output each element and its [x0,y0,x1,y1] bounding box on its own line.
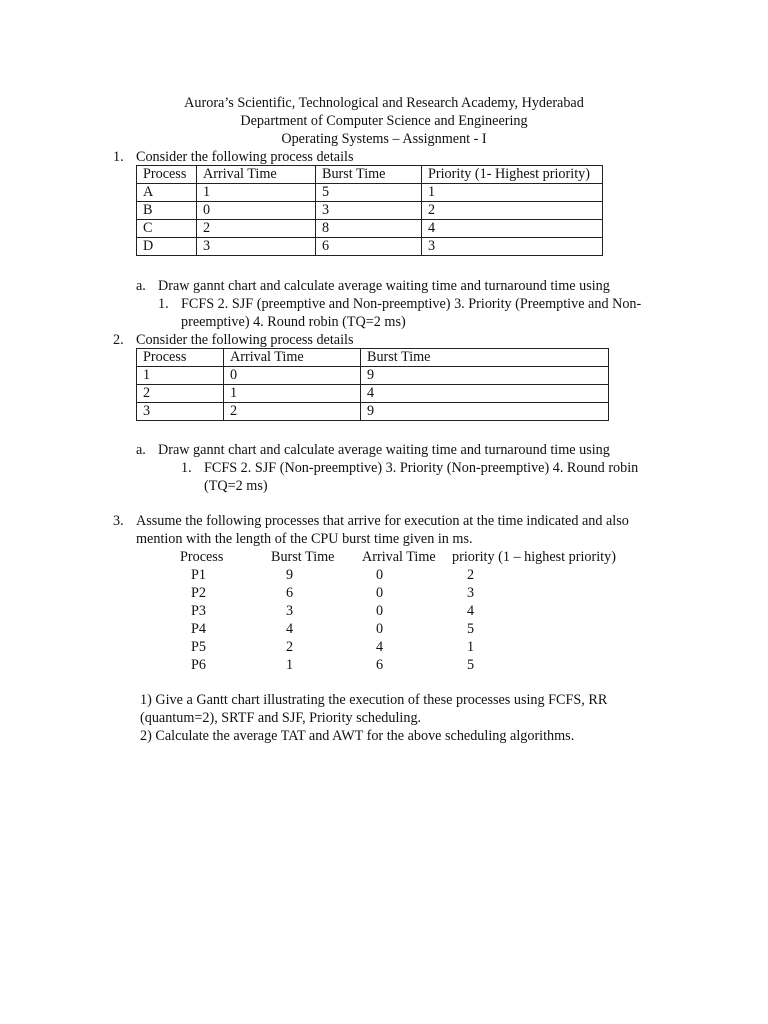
table-cell: 3 [137,403,224,421]
table-cell: A [137,184,197,202]
table-cell: 6 [286,585,294,601]
table-cell: 2 [224,403,361,421]
q1-sub-label: a. [136,278,146,294]
table-cell: C [137,220,197,238]
table-header-cell: Priority (1- Highest priority) [422,166,603,184]
q2-sub-label: a. [136,442,146,458]
table-cell: 3 [286,603,294,619]
table-cell: 9 [286,567,294,583]
table-cell: 1 [137,367,224,385]
table-header-cell: Burst Time [271,549,335,565]
q3-task2: 2) Calculate the average TAT and AWT for the above scheduling algorithms. [140,728,575,744]
q2-item-number: 1. [181,460,192,476]
table-cell: P3 [191,603,206,619]
q1-item-number: 1. [158,296,169,312]
table-cell: 0 [376,585,384,601]
table-cell: P1 [191,567,206,583]
q3-task1-line1: 1) Give a Gantt chart illustrating the execution of these processes using FCFS, RR [140,692,608,708]
q3-number: 3. [113,513,124,529]
table-header-cell: Process [137,166,197,184]
q1-sub-text: Draw gannt chart and calculate average waiting time and turnaround time using [158,278,610,294]
table-cell: 4 [467,603,475,619]
table-cell: P5 [191,639,206,655]
q2-sub-text: Draw gannt chart and calculate average waiting time and turnaround time using [158,442,610,458]
table-cell: D [137,238,197,256]
table-cell: B [137,202,197,220]
q1-item-line2: preemptive) 4. Round robin (TQ=2 ms) [181,314,406,330]
table-row [137,403,609,421]
table-header-cell: Arrival Time [362,549,436,565]
table-cell: 1 [286,657,294,673]
q2-item-line1: FCFS 2. SJF (Non-preemptive) 3. Priority (Non-preemptive) 4. Round robin [204,460,639,476]
department-title: Department of Computer Science and Engineering [240,113,528,129]
table-cell: 0 [376,567,384,583]
q2-item-line2: (TQ=2 ms) [204,478,268,494]
table-header-cell: Process [137,349,224,367]
table-cell: 2 [197,220,316,238]
table-cell: P4 [191,621,206,637]
q3-line2: mention with the length of the CPU burst time given in ms. [136,531,473,547]
table-cell: 3 [422,238,603,256]
assignment-title: Operating Systems – Assignment - I [281,131,487,147]
table-cell: 6 [376,657,384,673]
table-cell: 5 [467,657,475,673]
table-row [137,238,603,256]
table-header-cell: priority (1 – highest priority) [452,549,616,565]
q3-line1: Assume the following processes that arrive for execution at the time indicated and also [136,513,629,529]
table-row [137,220,603,238]
table-cell: 4 [422,220,603,238]
table-cell: 3 [197,238,316,256]
table-cell: 0 [376,621,384,637]
table-header-cell: Arrival Time [224,349,361,367]
table-header-cell: Burst Time [361,349,609,367]
table-row [137,184,603,202]
table-cell: 0 [197,202,316,220]
table-header-row [137,349,609,367]
table-cell: 4 [376,639,384,655]
table-row [137,202,603,220]
table-cell: 1 [197,184,316,202]
q1-table [136,165,603,256]
table-cell: 1 [224,385,361,403]
table-header-cell: Arrival Time [197,166,316,184]
institution-title: Aurora’s Scientific, Technological and Research Academy, Hyderabad [184,95,584,111]
q2-table [136,348,609,421]
q2-text: Consider the following process details [136,332,354,348]
table-cell: 2 [286,639,294,655]
table-cell: 9 [361,403,609,421]
table-cell: 4 [286,621,294,637]
table-cell: 0 [224,367,361,385]
q1-item-line1: FCFS 2. SJF (preemptive and Non-preemptive) 3. Priority (Preemptive and Non- [181,296,642,312]
table-cell: 1 [467,639,475,655]
table-header-cell: Process [180,549,224,565]
table-cell: 1 [422,184,603,202]
table-cell: 3 [467,585,475,601]
table-header-row [137,166,603,184]
table-cell: 9 [361,367,609,385]
table-cell: 0 [376,603,384,619]
table-cell: 4 [361,385,609,403]
table-cell: 5 [467,621,475,637]
table-header-cell: Burst Time [316,166,422,184]
table-cell: P2 [191,585,206,601]
table-cell: 2 [467,567,475,583]
q3-task1-line2: (quantum=2), SRTF and SJF, Priority scheduling. [140,710,422,726]
table-cell: 2 [137,385,224,403]
table-cell: P6 [191,657,206,673]
table-cell: 6 [316,238,422,256]
q1-number: 1. [113,149,124,165]
table-cell: 5 [316,184,422,202]
table-cell: 2 [422,202,603,220]
table-cell: 8 [316,220,422,238]
q2-number: 2. [113,332,124,348]
q1-text: Consider the following process details [136,149,354,165]
table-row [137,385,609,403]
table-cell: 3 [316,202,422,220]
table-row [137,367,609,385]
